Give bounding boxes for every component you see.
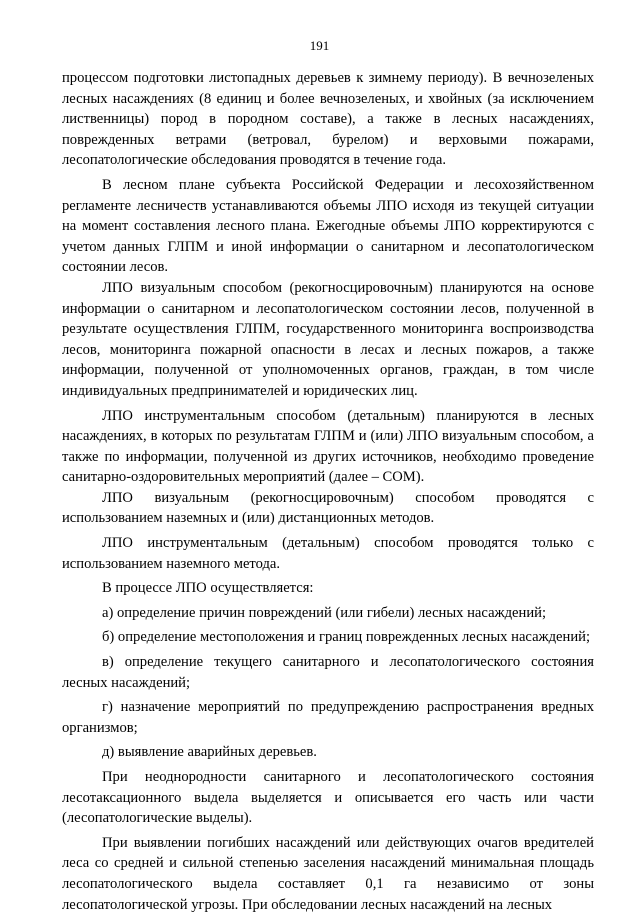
paragraph-forest-plan: В лесном плане субъекта Российской Федерации и лесохозяйственном регламенте лесничеств устанавливаются объемы ЛПО исходя из текущей ситуации на момент составления лесного плана. Ежегодные объемы ЛПО корректируются с учетом данных ГЛПМ и иной информации о санитарном и лесопатологическом состоянии лесов.: [62, 176, 594, 276]
page-body: [62, 68, 594, 915]
list-item-b: б) определение местоположения и границ поврежденных лесных насаждений;: [102, 629, 591, 646]
paragraph-instrumental-ground-method: ЛПО инструментальным (детальным) способом проводятся только с использованием наземного метода.: [62, 535, 594, 572]
list-item-e: д) выявление аварийных деревьев.: [102, 744, 317, 761]
paragraph-visual-methods-used: ЛПО визуальным (рекогносцировочным) способом проводятся с использованием наземных и (или) дистанционных методов.: [62, 489, 594, 527]
paragraph-process-intro: В процессе ЛПО осуществляется:: [102, 580, 314, 597]
list-item-c: в) определение текущего санитарного и лесопатологического состояния лесных насаждений;: [62, 654, 594, 691]
paragraph-dead-stands: При выявлении погибших насаждений или действующих очагов вредителей леса со средней и сильной степенью заселения насаждений минимальная площадь лесопатологического выдела составляет 0,1 га независимо от зоны лесопатологической угрозы. При обследовании лесных насаждений на лесных: [62, 834, 594, 913]
paragraph-heterogeneity: При неоднородности санитарного и лесопатологического состояния лесотаксационного выдела выделяется и описывается его часть или части (лесопатологические выделы).: [62, 769, 594, 827]
page-number: 191: [309, 38, 330, 53]
paragraph-visual-method: ЛПО визуальным способом (рекогносцировочным) планируются на основе информации о санитарном и лесопатологическом состоянии лесов, полученной в результате осуществления ГЛПМ, государственного мониторинга воспроизводства лесов, мониторинга пожарной опасности в лесах и лесных пожаров, а также информации, полученной от уполномоченных органов, граждан, в том числе индивидуальных предпринимателей и юридических лиц.: [62, 279, 594, 399]
list-item-d: г) назначение мероприятий по предупреждению распространения вредных организмов;: [62, 699, 594, 736]
paragraph-continuation: процессом подготовки листопадных деревьев к зимнему периоду). В вечнозеленых лесных насаждениях (8 единиц и более вечнозеленых, и хвойных (за исключением лиственницы) пород в породном составе), а также в лесных насаждениях, поврежденных ветрами (ветровал, бурелом) и верховыми пожарами, лесопатологические обследования проводятся в течение года.: [62, 70, 594, 169]
paragraph-instrumental-method: ЛПО инструментальным способом (детальным) планируются в лесных насаждениях, в которых по результатам ГЛПМ и (или) ЛПО визуальным способом, а также по информации, полученной из других источников, необходимо проведение санитарно-оздоровительных мероприятий (далее – СОМ).: [62, 407, 594, 486]
list-item-a: а) определение причин повреждений (или гибели) лесных насаждений;: [102, 604, 547, 621]
